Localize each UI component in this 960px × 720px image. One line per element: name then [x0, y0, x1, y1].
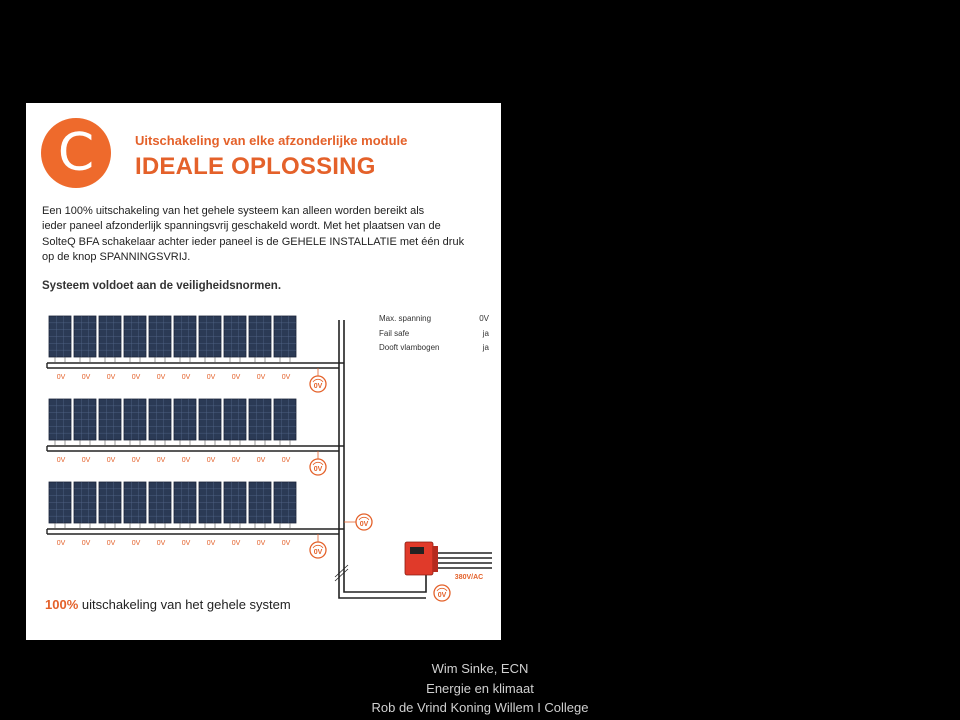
panel-voltage-label: 0V: [181, 374, 191, 381]
meter-voltage-label: 0V: [313, 383, 323, 390]
panel-voltage-label: 0V: [256, 374, 266, 381]
panel-voltage-label: 0V: [256, 540, 266, 547]
solar-panel: [249, 316, 271, 362]
norm-statement: Systeem voldoet aan de veiligheidsnormen.: [42, 280, 282, 292]
spec-label: Fail safe: [379, 328, 410, 338]
solar-panel: [274, 316, 296, 362]
credit-line: Wim Sinke, ECN: [431, 661, 529, 676]
panel-voltage-label: 0V: [131, 457, 141, 464]
solar-panel: [199, 316, 221, 362]
solar-panel: [49, 482, 71, 528]
solar-panel: [149, 399, 171, 445]
description-line: SolteQ BFA schakelaar achter ieder paneel is de GEHELE INSTALLATIE met één druk: [42, 235, 465, 248]
panel-voltage-label: 0V: [181, 540, 191, 547]
description-line: op de knop SPANNINGSVRIJ.: [42, 250, 191, 263]
option-c-badge: C: [41, 118, 111, 188]
panel-voltage-label: 0V: [106, 374, 116, 381]
solar-panel: [74, 482, 96, 528]
solar-panel: [99, 399, 121, 445]
spec-label: Max. spanning: [379, 314, 432, 323]
solar-panel: [74, 399, 96, 445]
dc-meter: [434, 585, 450, 601]
meter-voltage-label: 0V: [437, 592, 447, 599]
panel-voltage-label: 0V: [106, 540, 116, 547]
panel-voltage-label: 0V: [81, 374, 91, 381]
string-meter: [310, 376, 326, 392]
spec-row: [379, 343, 489, 358]
solar-panel: [174, 482, 196, 528]
panel-voltage-label: 0V: [181, 457, 191, 464]
description-line: ieder paneel afzonderlijk spanningsvrij geschakeld wordt. Met het plaatsen van de: [42, 220, 441, 233]
inverter-side: [433, 546, 438, 572]
inverter-body: [405, 542, 433, 575]
solar-panel: [99, 316, 121, 362]
panel-voltage-label: 0V: [231, 457, 241, 464]
panel-voltage-label: 0V: [281, 374, 291, 381]
meter-voltage-label: 0V: [313, 466, 323, 473]
meter-voltage-label: 0V: [313, 549, 323, 556]
panel-voltage-label: 0V: [281, 540, 291, 547]
spec-value: 0V: [479, 314, 489, 323]
description-line: Een 100% uitschakeling van het gehele systeem kan alleen worden bereikt als: [42, 205, 425, 217]
panel-voltage-label: 0V: [156, 457, 166, 464]
solar-panel: [224, 482, 246, 528]
solar-panel: [74, 316, 96, 362]
panel-voltage-label: 0V: [281, 457, 291, 464]
solar-panel: [224, 316, 246, 362]
solar-panel: [174, 399, 196, 445]
footer-percent: 100%: [45, 597, 79, 612]
panel-voltage-label: 0V: [56, 374, 66, 381]
solar-panel: [99, 482, 121, 528]
spec-row: [379, 314, 489, 329]
panel-voltage-label: 0V: [206, 540, 216, 547]
slide-image-card: [26, 103, 501, 640]
solar-panel: [124, 482, 146, 528]
solar-installation-diagram: [26, 103, 501, 640]
solar-panel: [124, 316, 146, 362]
image-subtitle: Uitschakeling van elke afzonderlijke module: [135, 133, 408, 148]
footer-statement: [45, 597, 291, 612]
panel-voltage-label: 0V: [81, 457, 91, 464]
solar-panel: [199, 399, 221, 445]
solar-panel: [149, 316, 171, 362]
solar-panel: [49, 316, 71, 362]
spec-value: ja: [482, 343, 489, 352]
meter-voltage-label: 0V: [359, 521, 369, 528]
credit-line: Rob de Vrind Koning Willem I College: [371, 700, 589, 715]
panel-voltage-label: 0V: [206, 374, 216, 381]
solar-panel: [224, 399, 246, 445]
panel-voltage-label: 0V: [131, 540, 141, 547]
panel-voltage-label: 0V: [231, 374, 241, 381]
footer-text: uitschakeling van het gehele system: [78, 597, 291, 612]
specs-table: [379, 314, 489, 358]
spec-label: Dooft vlambogen: [379, 343, 440, 352]
ac-voltage-label: 380V/AC: [454, 574, 484, 581]
solar-panel: [124, 399, 146, 445]
slide-credits: [0, 659, 960, 718]
string-meter: [310, 459, 326, 475]
panel-voltage-label: 0V: [156, 540, 166, 547]
solar-panel: [199, 482, 221, 528]
string-meter: [310, 542, 326, 558]
spec-row: [379, 329, 489, 344]
solar-panel: [174, 316, 196, 362]
inverter-display: [410, 547, 424, 554]
panel-voltage-label: 0V: [156, 374, 166, 381]
solar-panel: [274, 482, 296, 528]
panel-voltage-label: 0V: [256, 457, 266, 464]
solar-panel: [249, 482, 271, 528]
spec-value: ja: [482, 328, 489, 338]
solar-panel: [274, 399, 296, 445]
panel-voltage-label: 0V: [106, 457, 116, 464]
solar-panel: [249, 399, 271, 445]
panel-voltage-label: 0V: [131, 374, 141, 381]
image-title: IDEALE OPLOSSING: [135, 153, 376, 180]
panel-voltage-label: 0V: [56, 540, 66, 547]
main-bus-meter: [356, 514, 372, 530]
inverter: [405, 542, 438, 575]
credit-line: Energie en klimaat: [426, 680, 534, 696]
panel-voltage-label: 0V: [231, 540, 241, 547]
panel-voltage-label: 0V: [81, 540, 91, 547]
panel-voltage-label: 0V: [206, 457, 216, 464]
solar-panel: [149, 482, 171, 528]
solar-panel: [49, 399, 71, 445]
panel-voltage-label: 0V: [56, 457, 66, 464]
